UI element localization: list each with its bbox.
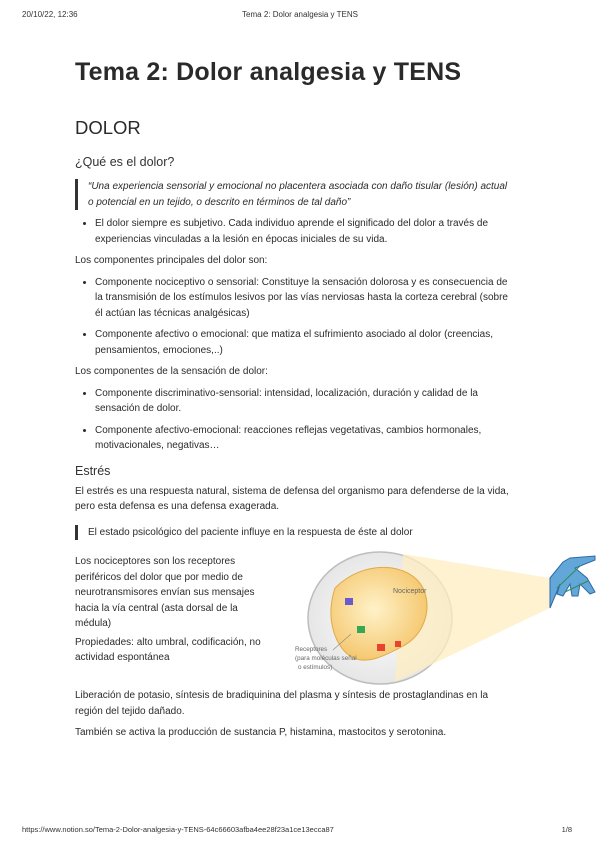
bullets-components — [75, 275, 515, 359]
release-text: Liberación de potasio, síntesis de bradiquinina del plasma y síntesis de prostaglandinas en la región del tejido dañado. — [75, 690, 489, 717]
stress-quote: El estado psicológico del paciente influye en la respuesta de éste al dolor — [75, 525, 515, 541]
nociceptor-illustration — [295, 548, 600, 688]
figure-label-receptors-line3: o estímulos) — [298, 664, 333, 671]
figure-label-receptors-line2: (para moléculas señal — [295, 655, 357, 662]
bullets-sensation — [75, 386, 515, 454]
figure-label-nociceptor: Nociceptor — [393, 588, 427, 595]
page-number: 1/8 — [561, 825, 572, 834]
subheading-estres: Estrés — [75, 463, 111, 478]
definition-quote: “Una experiencia sensorial y emocional no placentera asociada con daño tisular (lesión) actual o potencial en un tejido, o descrito en términos de tal daño” — [75, 179, 515, 210]
print-date: 20/10/22, 12:36 — [22, 10, 78, 19]
page-url: https://www.notion.so/Tema-2-Dolor-analgesia-y-TENS-64c66603afba4ee28f23a1ce13ecca87 — [22, 825, 334, 834]
page-title: Tema 2: Dolor analgesia y TENS — [75, 58, 462, 86]
list-item: • Componente discriminativo-sensorial: intensidad, localización, duración y calidad de la sensación de dolor. — [95, 386, 515, 417]
components-intro: Los componentes principales del dolor son: — [75, 255, 268, 266]
properties-text: Propiedades: alto umbral, codificación, no actividad espontánea — [75, 636, 261, 663]
figure-label-receptors: Receptores — [295, 646, 328, 653]
document-body — [75, 58, 515, 741]
subheading-que-es-dolor: ¿Qué es el dolor? — [75, 155, 175, 169]
stress-text: El estrés es una respuesta natural, sistema de defensa del organismo para defenderse de la vida, pero esta defensa es una defensa exagerada. — [75, 485, 509, 512]
also-text: También se activa la producción de sustancia P, histamina, mastocitos y serotonina. — [75, 727, 447, 738]
bullets-subjective — [75, 216, 515, 247]
nociceptor-text-block — [75, 554, 275, 666]
print-header — [0, 10, 600, 24]
list-item: • Componente afectivo o emocional: que matiza el sufrimiento asociado al dolor (creencias, pensamientos, emociones,..) — [95, 327, 515, 358]
hand-icon — [550, 556, 595, 608]
print-page-title: Tema 2: Dolor analgesia y TENS — [242, 10, 358, 19]
sensation-intro: Los componentes de la sensación de dolor: — [75, 366, 268, 377]
list-item: • El dolor siempre es subjetivo. Cada individuo aprende el significado del dolor a través de experiencias vinculadas a la lesión en épocas iniciales de su vida. — [95, 216, 515, 247]
list-item: • Componente nociceptivo o sensorial: Constituye la sensación dolorosa y es consecuencia de la transmisión de los estímulos lesivos por las vías nerviosas hasta la corteza cerebral (sobre él actúan las técnicas analgésicas) — [95, 275, 515, 322]
nociceptor-section — [75, 554, 515, 680]
section-heading-dolor: DOLOR — [75, 117, 141, 138]
list-item: • Componente afectivo-emocional: reacciones reflejas vegetativas, cambios hormonales, motivacionales, negativas… — [95, 423, 515, 454]
nociceptor-text: Los nociceptores son los receptores periféricos del dolor que por medio de neurotransmisores envían sus mensajes hacia la vía central (asta dorsal de la médula) — [75, 556, 255, 629]
